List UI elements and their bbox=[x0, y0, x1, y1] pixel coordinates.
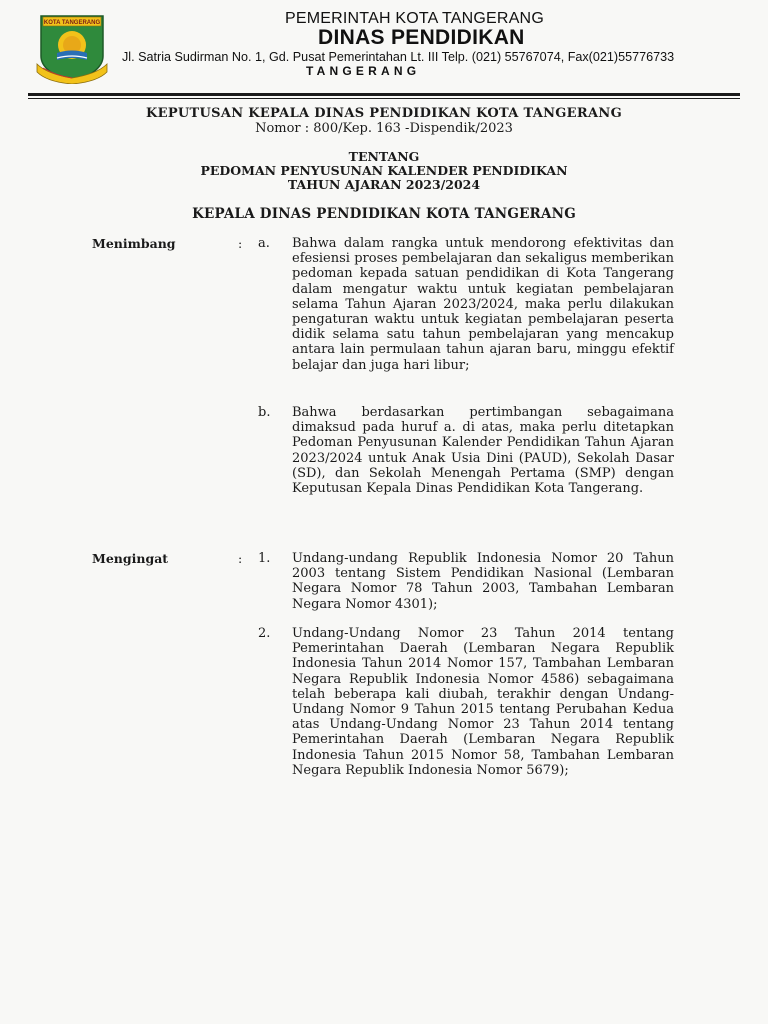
item-marker: b. bbox=[258, 405, 271, 420]
decree-issuer: KEPALA DINAS PENDIDIKAN KOTA TANGERANG bbox=[192, 206, 576, 222]
government-name: PEMERINTAH KOTA TANGERANG bbox=[285, 10, 544, 27]
decree-title: KEPUTUSAN KEPALA DINAS PENDIDIKAN KOTA TANGERANG bbox=[146, 106, 622, 121]
letterhead-divider-thin bbox=[28, 98, 740, 99]
section-label-menimbang: Menimbang bbox=[92, 236, 176, 251]
menimbang-item-a: Bahwa dalam rangka untuk mendorong efektivitas dan efesiensi proses pembelajaran dan sekaligus memberikan pedoman kepada satuan pendidikan di Kota Tangerang dalam mengatur waktu untuk kegiatan pembelajaran selama Tahun Ajaran 2023/2024, maka perlu dilakukan pengaturan waktu untuk kegiatan pembelajaran peserta didik selama satu tahun pembelajaran yang mencakup antara lain permulaan tahun ajaran baru, minggu efektif belajar dan juga hari libur; bbox=[292, 236, 674, 373]
section-label-mengingat: Mengingat bbox=[92, 551, 169, 566]
kota-tangerang-logo bbox=[33, 12, 111, 84]
agency-address: Jl. Satria Sudirman No. 1, Gd. Pusat Pemerintahan Lt. III Telp. (021) 55767074, Fax(021)55776733 bbox=[122, 50, 675, 64]
item-marker: a. bbox=[258, 236, 270, 251]
logo-text: KOTA TANGERANG bbox=[43, 20, 101, 26]
letterhead-divider bbox=[28, 93, 740, 96]
mengingat-item-2: Undang-Undang Nomor 23 Tahun 2014 tentang Pemerintahan Daerah (Lembaran Negara Republik Indonesia Tahun 2014 Nomor 157, Tambahan Lembaran Negara Republik Indonesia Nomor 4586) sebagaimana telah beberapa kali diubah, terakhir dengan Undang-Undang Nomor 9 Tahun 2015 tentang Perubahan Kedua atas Undang-Undang Nomor 23 Tahun 2014 tentang Pemerintahan Daerah (Lembaran Negara Republik Indonesia Tahun 2015 Nomor 58, Tambahan Lembaran Negara Republik Indonesia Nomor 5679); bbox=[292, 626, 674, 778]
menimbang-item-b: Bahwa berdasarkan pertimbangan sebagaimana dimaksud pada huruf a. di atas, maka perlu ditetapkan Pedoman Penyusunan Kalender Pendidikan Tahun Ajaran 2023/2024 untuk Anak Usia Dini (PAUD), Sekolah Dasar (SD), dan Sekolah Menengah Pertama (SMP) dengan Keputusan Kepala Dinas Pendidikan Kota Tangerang. bbox=[292, 405, 674, 497]
decree-number: Nomor : 800/Kep. 163 -Dispendik/2023 bbox=[255, 121, 513, 136]
decree-subject-line-1: PEDOMAN PENYUSUNAN KALENDER PENDIDIKAN bbox=[200, 163, 568, 178]
section-colon: : bbox=[238, 551, 243, 566]
agency-city: TANGERANG bbox=[306, 64, 421, 78]
item-marker: 2. bbox=[258, 626, 271, 641]
item-marker: 1. bbox=[258, 551, 271, 566]
agency-name: DINAS PENDIDIKAN bbox=[318, 26, 525, 49]
decree-tentang: TENTANG bbox=[348, 149, 420, 164]
decree-subject-line-2: TAHUN AJARAN 2023/2024 bbox=[287, 177, 481, 192]
mengingat-item-1: Undang-undang Republik Indonesia Nomor 20 Tahun 2003 tentang Sistem Pendidikan Nasional (Lembaran Negara Nomor 78 Tahun 2003, Tambahan Lembaran Negara Nomor 4301); bbox=[292, 551, 674, 612]
section-colon: : bbox=[238, 236, 243, 251]
